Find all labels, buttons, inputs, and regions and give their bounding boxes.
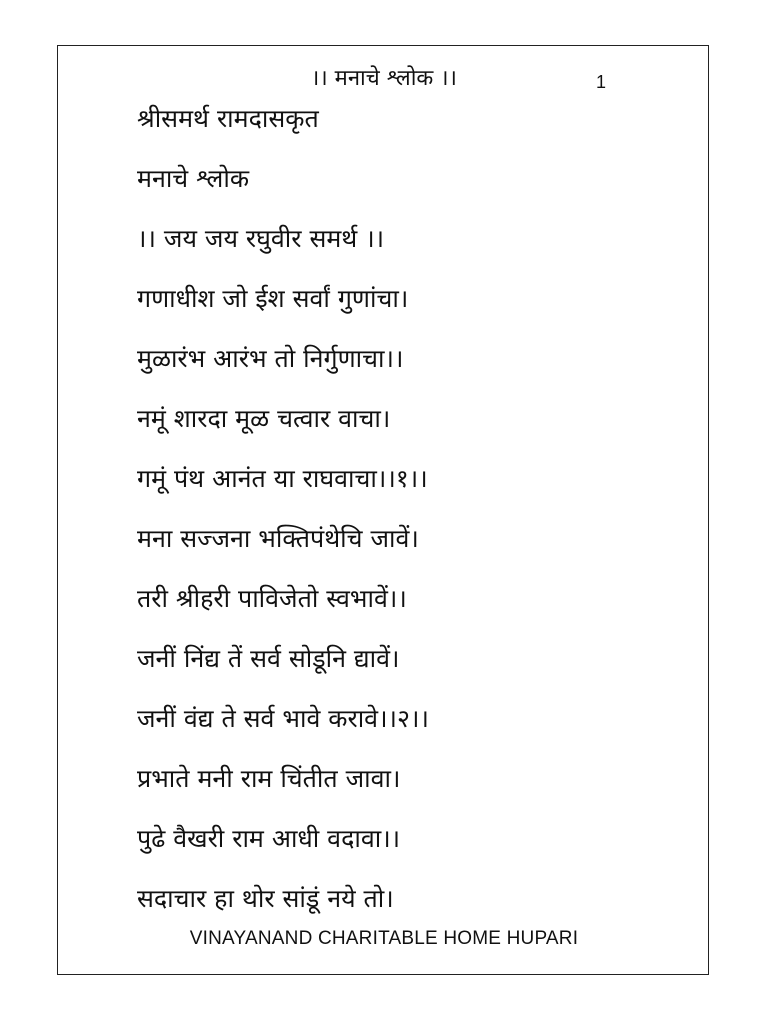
verse-line: पुढे वैखरी राम आधी वदावा।। [137,824,401,853]
page-footer: VINAYANAND CHARITABLE HOME HUPARI [189,928,579,949]
text-line-author: श्रीसमर्थ रामदासकृत [137,104,319,133]
text-line-invocation: ।। जय जय रघुवीर समर्थ ।। [137,224,385,253]
verse-line: मुळारंभ आरंभ तो निर्गुणाचा।। [137,344,404,373]
verse-line: नमूं शारदा मूळ चत्वार वाचा। [137,404,391,433]
verse-line: प्रभाते मनी राम चिंतीत जावा। [137,764,401,793]
verse-line: तरी श्रीहरी पाविजेतो स्वभावें।। [137,584,407,613]
text-line-heading: मनाचे श्लोक [137,164,250,193]
page-number: 1 [596,72,607,92]
verse-line: जनीं वंद्य ते सर्व भावे करावे।।२।। [137,704,429,733]
verse-line: सदाचार हा थोर सांडूं नये तो। [137,884,394,913]
verse-line: गमूं पंथ आनंत या राघवाचा।।१।। [137,464,428,493]
page-title: ।। मनाचे श्लोक ।। [311,66,457,91]
verse-line: गणाधीश जो ईश सर्वां गुणांचा। [137,284,409,313]
verse-line: मना सज्जना भक्तिपंथेचि जावें। [137,524,419,553]
verse-line: जनीं निंद्य तें सर्व सोडूनि द्यावें। [137,644,400,673]
